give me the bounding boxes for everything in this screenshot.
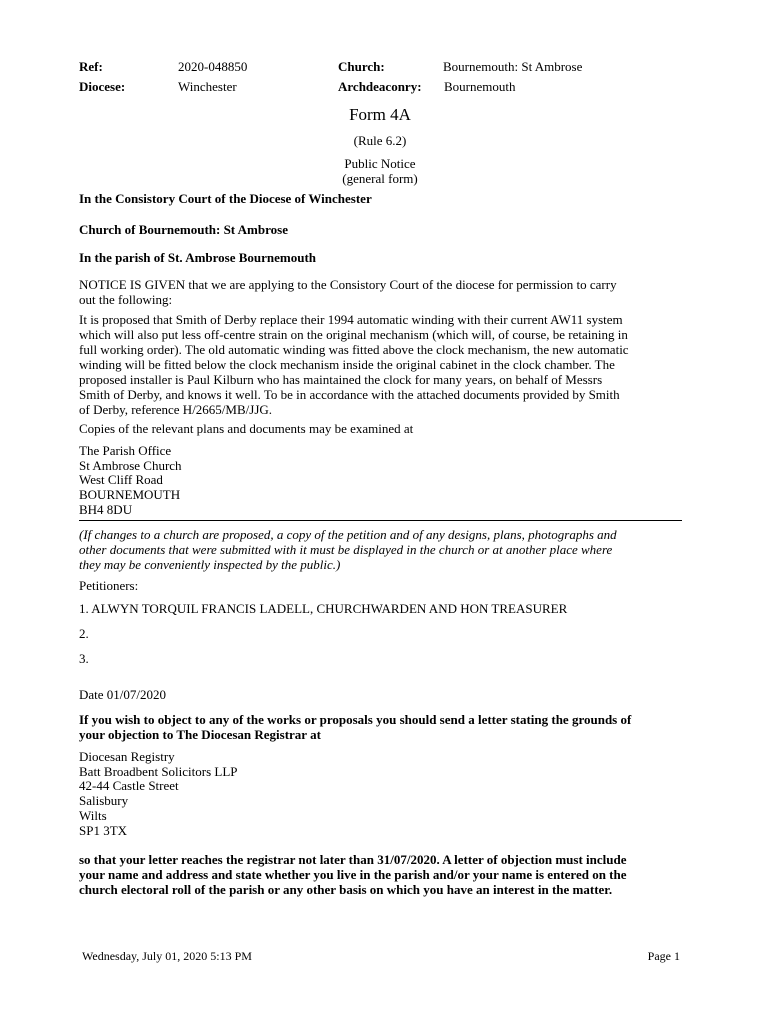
archdeaconry-label: Archdeaconry: — [338, 79, 422, 94]
deadline-paragraph — [79, 852, 683, 897]
proposal-line: It is proposed that Smith of Derby replace their 1994 automatic winding with their current AW11 system — [79, 312, 623, 327]
petitioners-label: Petitioners: — [79, 578, 139, 593]
notice-line: NOTICE IS GIVEN that we are applying to the Consistory Court of the diocese for permission to carry — [79, 277, 617, 292]
footer-timestamp: Wednesday, July 01, 2020 5:13 PM — [82, 949, 252, 963]
ref-label: Ref: — [79, 59, 103, 74]
proposal-line: of Derby, reference H/2665/MB/JJG. — [79, 402, 273, 417]
notice-subtype: (general form) — [342, 171, 418, 186]
objection-line: your objection to The Diocesan Registrar at — [79, 727, 321, 742]
church-label: Church: — [338, 59, 385, 74]
archdeaconry-value: Bournemouth — [444, 79, 516, 94]
objection-line: If you wish to object to any of the works or proposals you should send a letter stating the grounds of — [79, 712, 632, 727]
deadline-line: so that your letter reaches the registrar not later than 31/07/2020. A letter of objection must include — [79, 852, 627, 867]
notice-paragraph — [79, 277, 683, 307]
proposal-line: which will also put less off-centre strain on the original mechanism (which will, of course, be retaining in — [79, 327, 628, 342]
parish-address — [79, 444, 683, 518]
diocese-label: Diocese: — [79, 79, 126, 94]
church-value: Bournemouth: St Ambrose — [443, 59, 583, 74]
address-line: BOURNEMOUTH — [79, 487, 181, 503]
address-line: 42-44 Castle Street — [79, 778, 179, 794]
proposal-paragraph — [79, 312, 683, 417]
registry-address — [79, 750, 683, 838]
address-line: SP1 3TX — [79, 822, 128, 838]
proposal-line: Smith of Derby, and knows it well. To be in accordance with the attached documents provided by Smith — [79, 387, 620, 402]
petitioner-3: 3. — [79, 651, 89, 666]
divider — [79, 520, 682, 521]
note-line: (If changes to a church are proposed, a copy of the petition and of any designs, plans, photographs and — [79, 527, 617, 542]
court-heading: In the Consistory Court of the Diocese of Winchester — [79, 191, 372, 206]
diocese-value: Winchester — [178, 79, 237, 94]
address-line: BH4 8DU — [79, 501, 133, 517]
date-text: Date 01/07/2020 — [79, 687, 167, 702]
ref-value: 2020-048850 — [178, 59, 248, 74]
display-note — [79, 527, 683, 572]
address-line: West Cliff Road — [79, 472, 163, 488]
address-line: Batt Broadbent Solicitors LLP — [79, 763, 238, 779]
address-line: Wilts — [79, 807, 107, 823]
note-line: they may be conveniently inspected by the public.) — [79, 557, 341, 572]
address-line: St Ambrose Church — [79, 457, 182, 473]
address-line: Salisbury — [79, 793, 129, 809]
objection-paragraph — [79, 712, 683, 742]
notice-type: Public Notice — [344, 156, 416, 171]
proposal-line: proposed installer is Paul Kilburn who has maintained the clock for many years, on behalf of Messrs — [79, 372, 603, 387]
deadline-line: church electoral roll of the parish or any other basis on which you have an interest in the matter. — [79, 882, 613, 897]
note-line: other documents that were submitted with it must be displayed in the church or at another place where — [79, 542, 613, 557]
church-heading: Church of Bournemouth: St Ambrose — [79, 222, 288, 237]
parish-heading: In the parish of St. Ambrose Bournemouth — [79, 250, 317, 265]
address-line: Diocesan Registry — [79, 749, 175, 764]
form-rule: (Rule 6.2) — [353, 133, 407, 148]
petitioner-2: 2. — [79, 626, 89, 641]
proposal-line: winding will be fitted below the clock mechanism inside the original cabinet in the clock chamber. The — [79, 357, 615, 372]
form-title: Form 4A — [349, 105, 411, 124]
deadline-line: your name and address and state whether you live in the parish and/or your name is entered on the — [79, 867, 627, 882]
notice-line: out the following: — [79, 292, 173, 307]
footer-page-number: Page 1 — [647, 949, 680, 963]
petitioner-1: 1. ALWYN TORQUIL FRANCIS LADELL, CHURCHWARDEN AND HON TREASURER — [79, 601, 568, 616]
proposal-line: full working order). The old automatic winding was fitted above the clock mechanism, the new automatic — [79, 342, 629, 357]
address-line: The Parish Office — [79, 443, 172, 458]
copies-text: Copies of the relevant plans and documents may be examined at — [79, 421, 414, 436]
